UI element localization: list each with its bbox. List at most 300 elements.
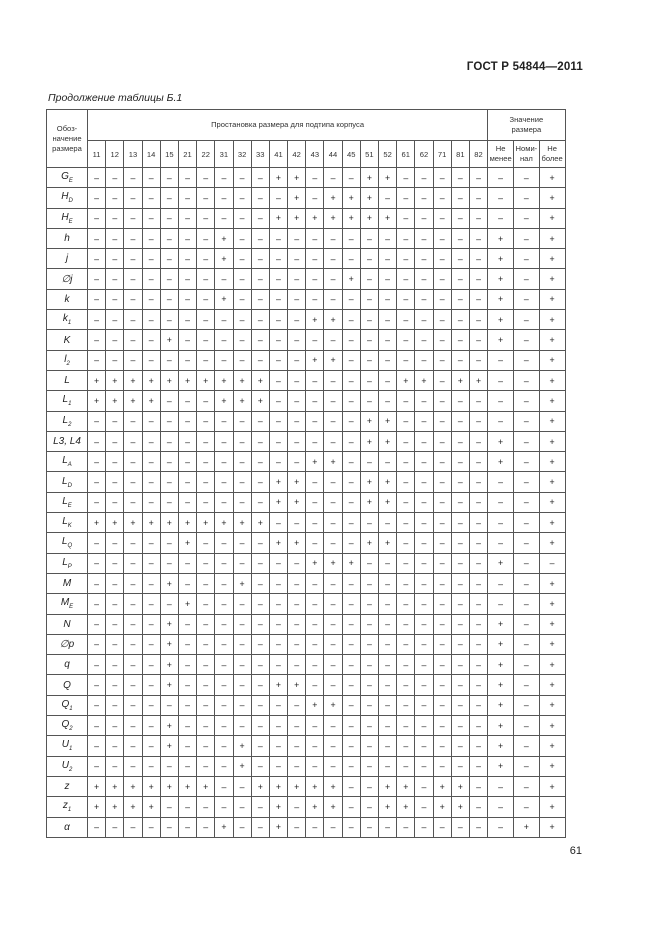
mark-cell: + — [488, 614, 514, 634]
mark-cell: – — [88, 310, 106, 330]
mark-cell: – — [124, 188, 142, 208]
mark-cell: – — [142, 695, 160, 715]
mark-cell: + — [488, 431, 514, 451]
mark-cell: + — [269, 533, 287, 553]
mark-cell: – — [415, 675, 433, 695]
mark-cell: + — [306, 797, 324, 817]
designation-cell: $L_K$ — [47, 513, 88, 533]
mark-cell: + — [269, 776, 287, 796]
mark-cell: – — [233, 289, 251, 309]
mark-cell: – — [433, 756, 451, 776]
mark-cell: – — [324, 614, 342, 634]
mark-cell: + — [539, 817, 565, 837]
table-row — [47, 452, 566, 472]
mark-cell: – — [433, 573, 451, 593]
mark-cell: + — [539, 330, 565, 350]
table-row — [47, 776, 566, 796]
mark-cell: – — [469, 533, 487, 553]
mark-cell: – — [469, 634, 487, 654]
mark-cell: + — [142, 370, 160, 390]
mark-cell: + — [379, 431, 397, 451]
mark-cell: – — [197, 675, 215, 695]
mark-cell: – — [215, 208, 233, 228]
mark-cell: – — [288, 716, 306, 736]
mark-cell: – — [514, 431, 540, 451]
mark-cell: – — [306, 736, 324, 756]
mark-cell: + — [488, 756, 514, 776]
mark-cell: – — [379, 330, 397, 350]
mark-cell: – — [514, 350, 540, 370]
mark-cell: – — [379, 756, 397, 776]
mark-cell: – — [342, 533, 360, 553]
mark-cell: – — [469, 573, 487, 593]
mark-cell: + — [433, 776, 451, 796]
mark-cell: – — [215, 594, 233, 614]
mark-cell: – — [397, 675, 415, 695]
mark-cell: + — [269, 168, 287, 188]
mark-cell: – — [433, 431, 451, 451]
mark-cell: – — [233, 817, 251, 837]
mark-cell: + — [251, 391, 269, 411]
mark-cell: + — [539, 655, 565, 675]
mark-cell: + — [539, 492, 565, 512]
mark-cell: – — [269, 655, 287, 675]
mark-cell: – — [178, 695, 196, 715]
mark-cell: + — [288, 776, 306, 796]
table-row — [47, 391, 566, 411]
mark-cell: – — [306, 431, 324, 451]
mark-cell: + — [488, 330, 514, 350]
designation-cell: $L_P$ — [47, 553, 88, 573]
mark-cell: – — [415, 289, 433, 309]
mark-cell: + — [324, 208, 342, 228]
mark-cell: – — [514, 533, 540, 553]
mark-cell: – — [233, 228, 251, 248]
mark-cell: – — [379, 188, 397, 208]
mark-cell: – — [433, 553, 451, 573]
mark-cell: – — [451, 655, 469, 675]
mark-cell: – — [324, 513, 342, 533]
mark-cell: – — [197, 472, 215, 492]
mark-cell: – — [160, 350, 178, 370]
mark-cell: – — [197, 228, 215, 248]
mark-cell: – — [215, 736, 233, 756]
mark-cell: – — [288, 817, 306, 837]
mark-cell: – — [197, 289, 215, 309]
mark-cell: – — [306, 817, 324, 837]
mark-cell: – — [106, 228, 124, 248]
mark-cell: + — [397, 370, 415, 390]
mark-cell: – — [514, 716, 540, 736]
mark-cell: – — [251, 573, 269, 593]
mark-cell: – — [433, 492, 451, 512]
mark-cell: – — [397, 756, 415, 776]
mark-cell: – — [488, 208, 514, 228]
mark-cell: – — [379, 553, 397, 573]
mark-cell: – — [469, 594, 487, 614]
mark-cell: – — [142, 269, 160, 289]
mark-cell: – — [415, 452, 433, 472]
mark-cell: – — [233, 655, 251, 675]
table-row — [47, 655, 566, 675]
mark-cell: + — [106, 797, 124, 817]
mark-cell: – — [88, 249, 106, 269]
mark-cell: – — [160, 431, 178, 451]
mark-cell: – — [514, 614, 540, 634]
mark-cell: – — [342, 411, 360, 431]
mark-cell: – — [306, 634, 324, 654]
mark-cell: – — [142, 472, 160, 492]
value-group-header: Значение размера — [488, 110, 566, 141]
mark-cell: – — [451, 817, 469, 837]
mark-cell: – — [142, 289, 160, 309]
mark-cell: – — [360, 452, 378, 472]
mark-cell: – — [178, 391, 196, 411]
mark-cell: – — [106, 289, 124, 309]
table-row — [47, 634, 566, 654]
mark-cell: – — [469, 168, 487, 188]
mark-cell: – — [178, 675, 196, 695]
mark-cell: – — [306, 614, 324, 634]
mark-cell: – — [142, 594, 160, 614]
mark-cell: – — [415, 249, 433, 269]
mark-cell: – — [124, 594, 142, 614]
mark-cell: – — [233, 452, 251, 472]
mark-cell: – — [397, 513, 415, 533]
mark-cell: – — [160, 594, 178, 614]
mark-cell: – — [397, 391, 415, 411]
mark-cell: – — [514, 513, 540, 533]
mark-cell: – — [160, 452, 178, 472]
mark-cell: – — [397, 249, 415, 269]
designation-cell: j — [47, 249, 88, 269]
mark-cell: – — [160, 492, 178, 512]
mark-cell: – — [514, 391, 540, 411]
table-row — [47, 513, 566, 533]
mark-cell: – — [269, 289, 287, 309]
mark-cell: – — [288, 614, 306, 634]
mark-cell: – — [451, 228, 469, 248]
mark-cell: – — [106, 817, 124, 837]
table-row — [47, 208, 566, 228]
table-row — [47, 797, 566, 817]
mark-cell: + — [539, 472, 565, 492]
designation-cell: Q — [47, 675, 88, 695]
mark-cell: – — [197, 330, 215, 350]
designation-cell: N — [47, 614, 88, 634]
mark-cell: – — [106, 533, 124, 553]
mark-cell: – — [451, 330, 469, 350]
mark-cell: – — [433, 655, 451, 675]
mark-cell: – — [106, 411, 124, 431]
mark-cell: + — [539, 431, 565, 451]
mark-cell: – — [514, 675, 540, 695]
mark-cell: – — [514, 573, 540, 593]
mark-cell: – — [360, 553, 378, 573]
mark-cell: – — [433, 310, 451, 330]
mark-cell: – — [415, 472, 433, 492]
mark-cell: – — [106, 675, 124, 695]
mark-cell: – — [433, 675, 451, 695]
mark-cell: + — [539, 756, 565, 776]
mark-cell: – — [251, 452, 269, 472]
mark-cell: – — [342, 513, 360, 533]
mark-cell: – — [215, 716, 233, 736]
mark-cell: – — [288, 228, 306, 248]
mark-cell: – — [415, 756, 433, 776]
mark-cell: – — [433, 533, 451, 553]
mark-cell: – — [306, 573, 324, 593]
mark-cell: + — [324, 188, 342, 208]
mark-cell: – — [469, 289, 487, 309]
mark-cell: + — [288, 492, 306, 512]
mark-cell: + — [142, 391, 160, 411]
mark-cell: – — [88, 431, 106, 451]
mark-cell: – — [269, 736, 287, 756]
mark-cell: – — [142, 634, 160, 654]
mark-cell: – — [88, 289, 106, 309]
mark-cell: – — [306, 655, 324, 675]
designation-cell: q — [47, 655, 88, 675]
mark-cell: – — [451, 168, 469, 188]
mark-cell: – — [342, 797, 360, 817]
mark-cell: – — [488, 168, 514, 188]
mark-cell: – — [469, 553, 487, 573]
mark-cell: – — [215, 492, 233, 512]
designation-cell: $H_D$ — [47, 188, 88, 208]
mark-cell: – — [469, 330, 487, 350]
mark-cell: – — [251, 492, 269, 512]
mark-cell: – — [324, 391, 342, 411]
mark-cell: – — [233, 675, 251, 695]
mark-cell: – — [451, 553, 469, 573]
mark-cell: – — [197, 573, 215, 593]
mark-cell: – — [397, 269, 415, 289]
mark-cell: – — [415, 614, 433, 634]
mark-cell: – — [342, 472, 360, 492]
mark-cell: – — [514, 492, 540, 512]
mark-cell: – — [251, 533, 269, 553]
mark-cell: – — [397, 533, 415, 553]
mark-cell: – — [306, 756, 324, 776]
table-row — [47, 228, 566, 248]
table-caption: Продолжение таблицы Б.1 — [48, 92, 183, 104]
mark-cell: – — [142, 533, 160, 553]
mark-cell: – — [433, 391, 451, 411]
mark-cell: – — [124, 330, 142, 350]
mark-cell: + — [160, 736, 178, 756]
mark-cell: – — [215, 756, 233, 776]
mark-cell: + — [106, 370, 124, 390]
mark-cell: – — [124, 553, 142, 573]
mark-cell: – — [160, 249, 178, 269]
mark-cell: – — [124, 310, 142, 330]
mark-cell: – — [397, 716, 415, 736]
mark-cell: + — [269, 797, 287, 817]
mark-cell: – — [178, 472, 196, 492]
mark-cell: – — [451, 472, 469, 492]
mark-cell: – — [415, 330, 433, 350]
mark-cell: – — [88, 695, 106, 715]
mark-cell: + — [488, 675, 514, 695]
designation-cell: $L_1$ — [47, 391, 88, 411]
mark-cell: + — [514, 817, 540, 837]
mark-cell: – — [415, 431, 433, 451]
mark-cell: – — [379, 655, 397, 675]
mark-cell: – — [197, 310, 215, 330]
mark-cell: + — [233, 370, 251, 390]
mark-cell: – — [178, 553, 196, 573]
mark-cell: – — [251, 634, 269, 654]
mark-cell: – — [233, 208, 251, 228]
designation-cell: $U_1$ — [47, 736, 88, 756]
mark-cell: – — [215, 553, 233, 573]
mark-cell: – — [451, 431, 469, 451]
mark-cell: – — [251, 188, 269, 208]
mark-cell: – — [124, 716, 142, 736]
mark-cell: – — [160, 310, 178, 330]
mark-cell: – — [142, 492, 160, 512]
mark-cell: – — [360, 269, 378, 289]
mark-cell: + — [269, 817, 287, 837]
mark-cell: – — [324, 269, 342, 289]
mark-cell: + — [342, 553, 360, 573]
designation-cell: $L_D$ — [47, 472, 88, 492]
mark-cell: – — [451, 634, 469, 654]
mark-cell: + — [233, 736, 251, 756]
mark-cell: – — [324, 573, 342, 593]
mark-cell: + — [142, 797, 160, 817]
mark-cell: – — [269, 269, 287, 289]
mark-cell: – — [360, 817, 378, 837]
mark-cell: – — [233, 188, 251, 208]
mark-cell: – — [251, 208, 269, 228]
mark-cell: – — [360, 310, 378, 330]
mark-cell: – — [288, 634, 306, 654]
mark-cell: – — [142, 675, 160, 695]
mark-cell: – — [124, 208, 142, 228]
mark-cell: + — [197, 513, 215, 533]
mark-cell: – — [88, 634, 106, 654]
mark-cell: + — [269, 675, 287, 695]
mark-cell: – — [88, 817, 106, 837]
mark-cell: – — [360, 675, 378, 695]
mark-cell: – — [88, 269, 106, 289]
mark-cell: – — [397, 695, 415, 715]
mark-cell: – — [288, 594, 306, 614]
mark-cell: – — [360, 776, 378, 796]
mark-cell: – — [178, 655, 196, 675]
mark-cell: + — [488, 452, 514, 472]
mark-cell: – — [142, 553, 160, 573]
mark-cell: – — [451, 736, 469, 756]
subtype-header: 52 — [379, 141, 397, 168]
mark-cell: – — [379, 614, 397, 634]
mark-cell: – — [488, 492, 514, 512]
mark-cell: – — [124, 634, 142, 654]
designation-cell: $k_1$ — [47, 310, 88, 330]
mark-cell: – — [215, 797, 233, 817]
mark-cell: + — [360, 533, 378, 553]
mark-cell: – — [360, 695, 378, 715]
mark-cell: – — [514, 776, 540, 796]
mark-cell: + — [178, 776, 196, 796]
mark-cell: – — [360, 330, 378, 350]
mark-cell: – — [451, 249, 469, 269]
mark-cell: – — [160, 553, 178, 573]
mark-cell: + — [539, 695, 565, 715]
designation-cell: $G_E$ — [47, 168, 88, 188]
mark-cell: – — [360, 249, 378, 269]
mark-cell: – — [469, 431, 487, 451]
mark-cell: + — [488, 289, 514, 309]
mark-cell: – — [342, 330, 360, 350]
mark-cell: – — [514, 655, 540, 675]
subtype-header: 41 — [269, 141, 287, 168]
mark-cell: + — [288, 472, 306, 492]
mark-cell: – — [215, 269, 233, 289]
mark-cell: – — [106, 594, 124, 614]
mark-cell: – — [251, 756, 269, 776]
mark-cell: – — [88, 756, 106, 776]
mark-cell: – — [433, 289, 451, 309]
mark-cell: – — [397, 208, 415, 228]
mark-cell: – — [514, 269, 540, 289]
mark-cell: – — [342, 817, 360, 837]
mark-cell: – — [342, 492, 360, 512]
subtype-header: 82 — [469, 141, 487, 168]
mark-cell: – — [160, 168, 178, 188]
mark-cell: – — [433, 634, 451, 654]
mark-cell: + — [88, 513, 106, 533]
mark-cell: + — [306, 350, 324, 370]
mark-cell: – — [379, 736, 397, 756]
mark-cell: – — [124, 675, 142, 695]
mark-cell: – — [469, 269, 487, 289]
mark-cell: – — [415, 492, 433, 512]
mark-cell: – — [142, 655, 160, 675]
mark-cell: + — [306, 208, 324, 228]
mark-cell: + — [233, 513, 251, 533]
mark-cell: – — [124, 655, 142, 675]
table-row — [47, 736, 566, 756]
mark-cell: – — [142, 168, 160, 188]
mark-cell: – — [288, 269, 306, 289]
mark-cell: – — [415, 573, 433, 593]
mark-cell: + — [539, 350, 565, 370]
mark-cell: + — [142, 513, 160, 533]
mark-cell: – — [488, 411, 514, 431]
mark-cell: – — [433, 188, 451, 208]
mark-cell: – — [397, 228, 415, 248]
mark-cell: – — [514, 188, 540, 208]
mark-cell: – — [233, 695, 251, 715]
mark-cell: – — [306, 269, 324, 289]
mark-cell: – — [124, 756, 142, 776]
mark-cell: – — [269, 370, 287, 390]
mark-cell: – — [269, 716, 287, 736]
mark-cell: – — [342, 675, 360, 695]
mark-cell: + — [488, 310, 514, 330]
mark-cell: – — [160, 391, 178, 411]
mark-cell: – — [197, 594, 215, 614]
mark-cell: + — [379, 492, 397, 512]
mark-cell: – — [433, 614, 451, 634]
mark-cell: – — [233, 168, 251, 188]
mark-cell: – — [514, 411, 540, 431]
mark-cell: – — [178, 452, 196, 472]
mark-cell: – — [306, 249, 324, 269]
